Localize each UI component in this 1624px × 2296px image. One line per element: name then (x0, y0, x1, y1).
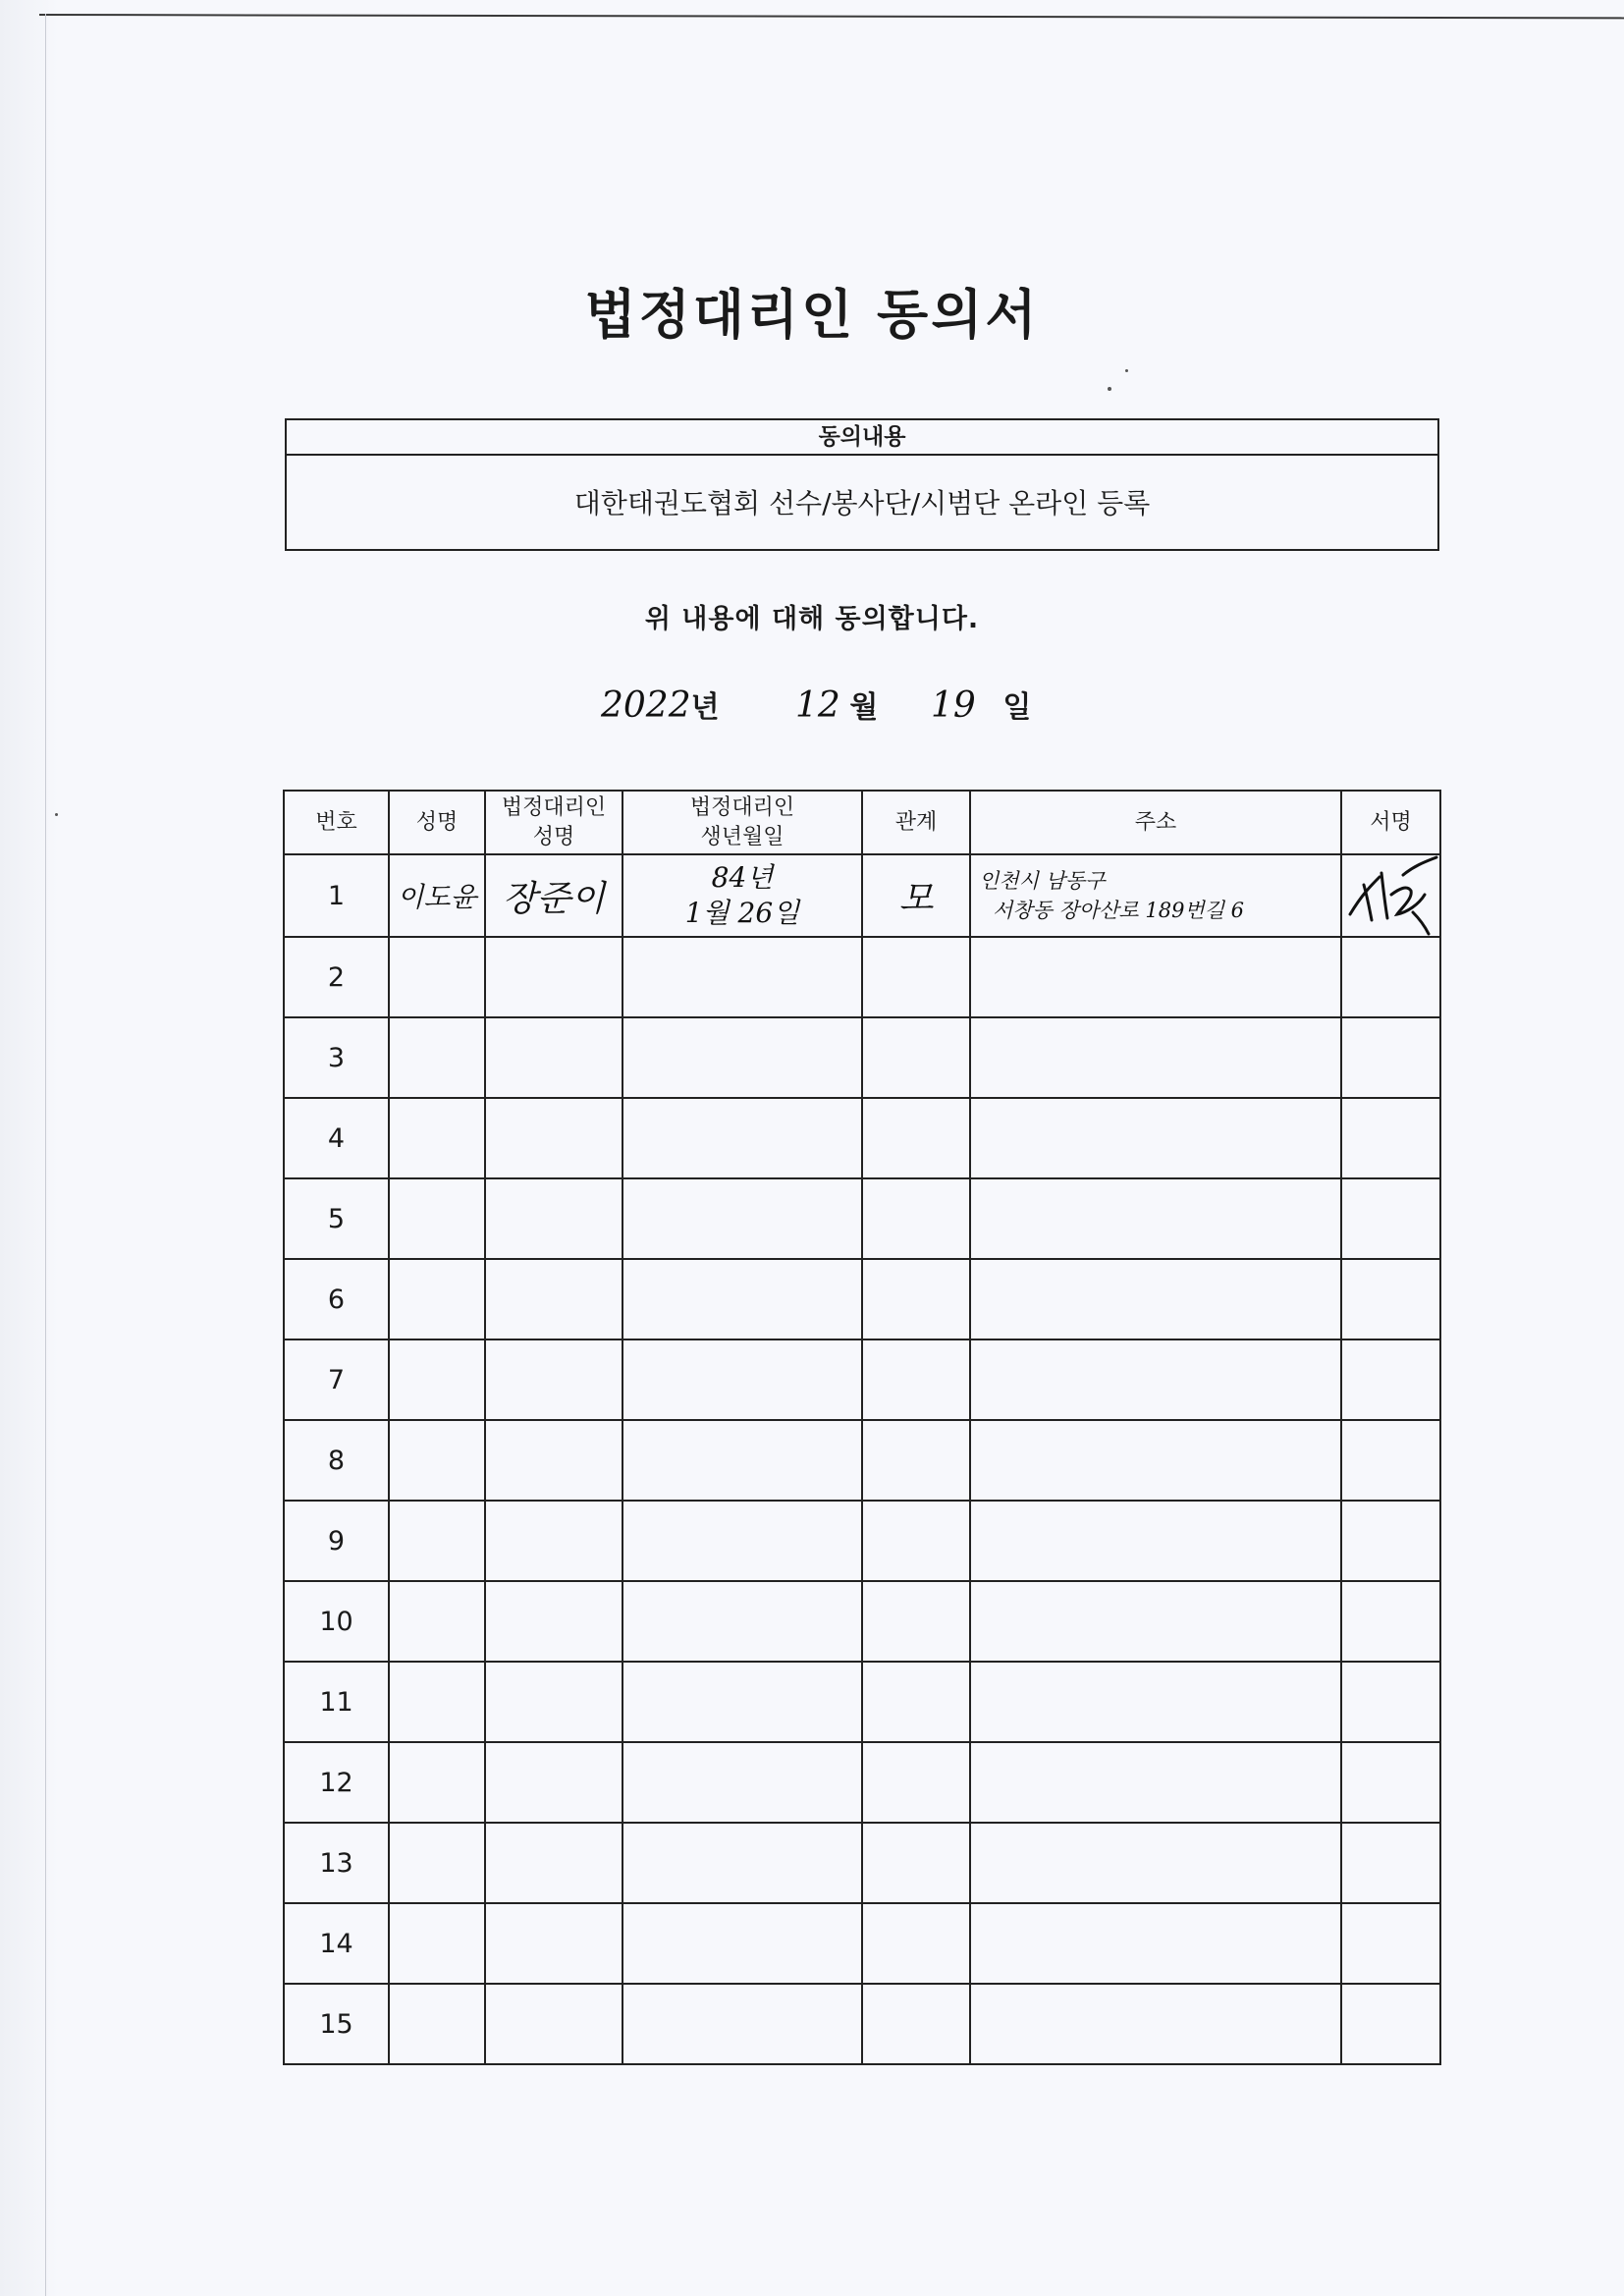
cell-no: 8 (284, 1420, 389, 1501)
guardian-name: 장준이 (502, 878, 606, 919)
table-row (284, 1017, 1440, 1098)
cell-no: 1 (284, 854, 389, 937)
guardian-birth-year: 84년 (711, 861, 774, 894)
table-row (284, 1339, 1440, 1420)
cell-no: 6 (284, 1259, 389, 1339)
date-day-value: 19 (931, 685, 976, 726)
cell-address (970, 854, 1341, 937)
header-no: 번호 (284, 791, 389, 854)
header-guardian-name-line1: 법정대리인 (501, 794, 607, 820)
date-month (795, 683, 878, 732)
address-line2: 서창동 장아산로 189번길 6 (993, 899, 1245, 922)
cell-no: 13 (284, 1823, 389, 1903)
scan-speck (1108, 387, 1111, 391)
cell-no: 4 (284, 1098, 389, 1178)
date-year-label: 년 (690, 690, 720, 725)
cell-signature (1341, 854, 1440, 937)
cell-no: 7 (284, 1339, 389, 1420)
date-year (601, 683, 720, 732)
document-title: 법정대리인 동의서 (584, 284, 1040, 346)
scan-speck (1125, 369, 1128, 372)
table-row (284, 1903, 1440, 1984)
table-row (284, 1178, 1440, 1259)
header-guardian-birth-line1: 법정대리인 (689, 794, 795, 820)
guardian-table (283, 790, 1441, 2065)
scan-left-edge (45, 14, 46, 2296)
date-year-value: 2022 (601, 685, 691, 726)
consent-box (285, 418, 1439, 551)
scan-top-edge (39, 14, 1624, 19)
header-guardian-name (485, 791, 623, 854)
cell-no: 12 (284, 1742, 389, 1823)
table-row (284, 1501, 1440, 1581)
date-day-label: 일 (1002, 690, 1032, 725)
cell-no: 2 (284, 937, 389, 1017)
consent-body: 대한태권도협회 선수/봉사단/시범단 온라인 등록 (573, 487, 1151, 519)
table-row (284, 1581, 1440, 1662)
cell-guardian-birth (623, 854, 862, 937)
header-name: 성명 (389, 791, 485, 854)
cell-no: 14 (284, 1903, 389, 1984)
date-day (931, 683, 1031, 732)
date-month-label: 월 (849, 690, 879, 725)
student-name: 이도윤 (397, 881, 477, 913)
guardian-birth-date: 1월 26일 (684, 897, 800, 929)
date-month-value: 12 (795, 685, 840, 726)
table-row (284, 1984, 1440, 2064)
header-guardian-birth-line2: 생년월일 (700, 824, 785, 849)
header-guardian-name-line2: 성명 (532, 824, 575, 849)
cell-no: 10 (284, 1581, 389, 1662)
handwritten-signature (1342, 855, 1440, 936)
cell-no: 9 (284, 1501, 389, 1581)
header-address: 주소 (970, 791, 1341, 854)
consent-header: 동의내용 (287, 420, 1437, 456)
table-row (284, 854, 1440, 937)
table-row (284, 1823, 1440, 1903)
address-line1: 인천시 남동구 (979, 869, 1106, 893)
header-signature: 서명 (1341, 791, 1440, 854)
table-row (284, 937, 1440, 1017)
scan-speck (55, 813, 58, 816)
table-row (284, 1662, 1440, 1742)
cell-no: 15 (284, 1984, 389, 2064)
cell-relation (862, 854, 970, 937)
cell-no: 3 (284, 1017, 389, 1098)
header-guardian-birth (623, 791, 862, 854)
table-row (284, 1420, 1440, 1501)
header-relation: 관계 (862, 791, 970, 854)
table-header-row (284, 791, 1440, 854)
cell-no: 11 (284, 1662, 389, 1742)
agree-statement: 위 내용에 대해 동의합니다. (644, 604, 980, 634)
table-row (284, 1098, 1440, 1178)
relation-value: 모 (898, 878, 934, 919)
table-row (284, 1259, 1440, 1339)
cell-guardian-name (485, 854, 623, 937)
table-row (284, 1742, 1440, 1823)
cell-name (389, 854, 485, 937)
cell-no: 5 (284, 1178, 389, 1259)
